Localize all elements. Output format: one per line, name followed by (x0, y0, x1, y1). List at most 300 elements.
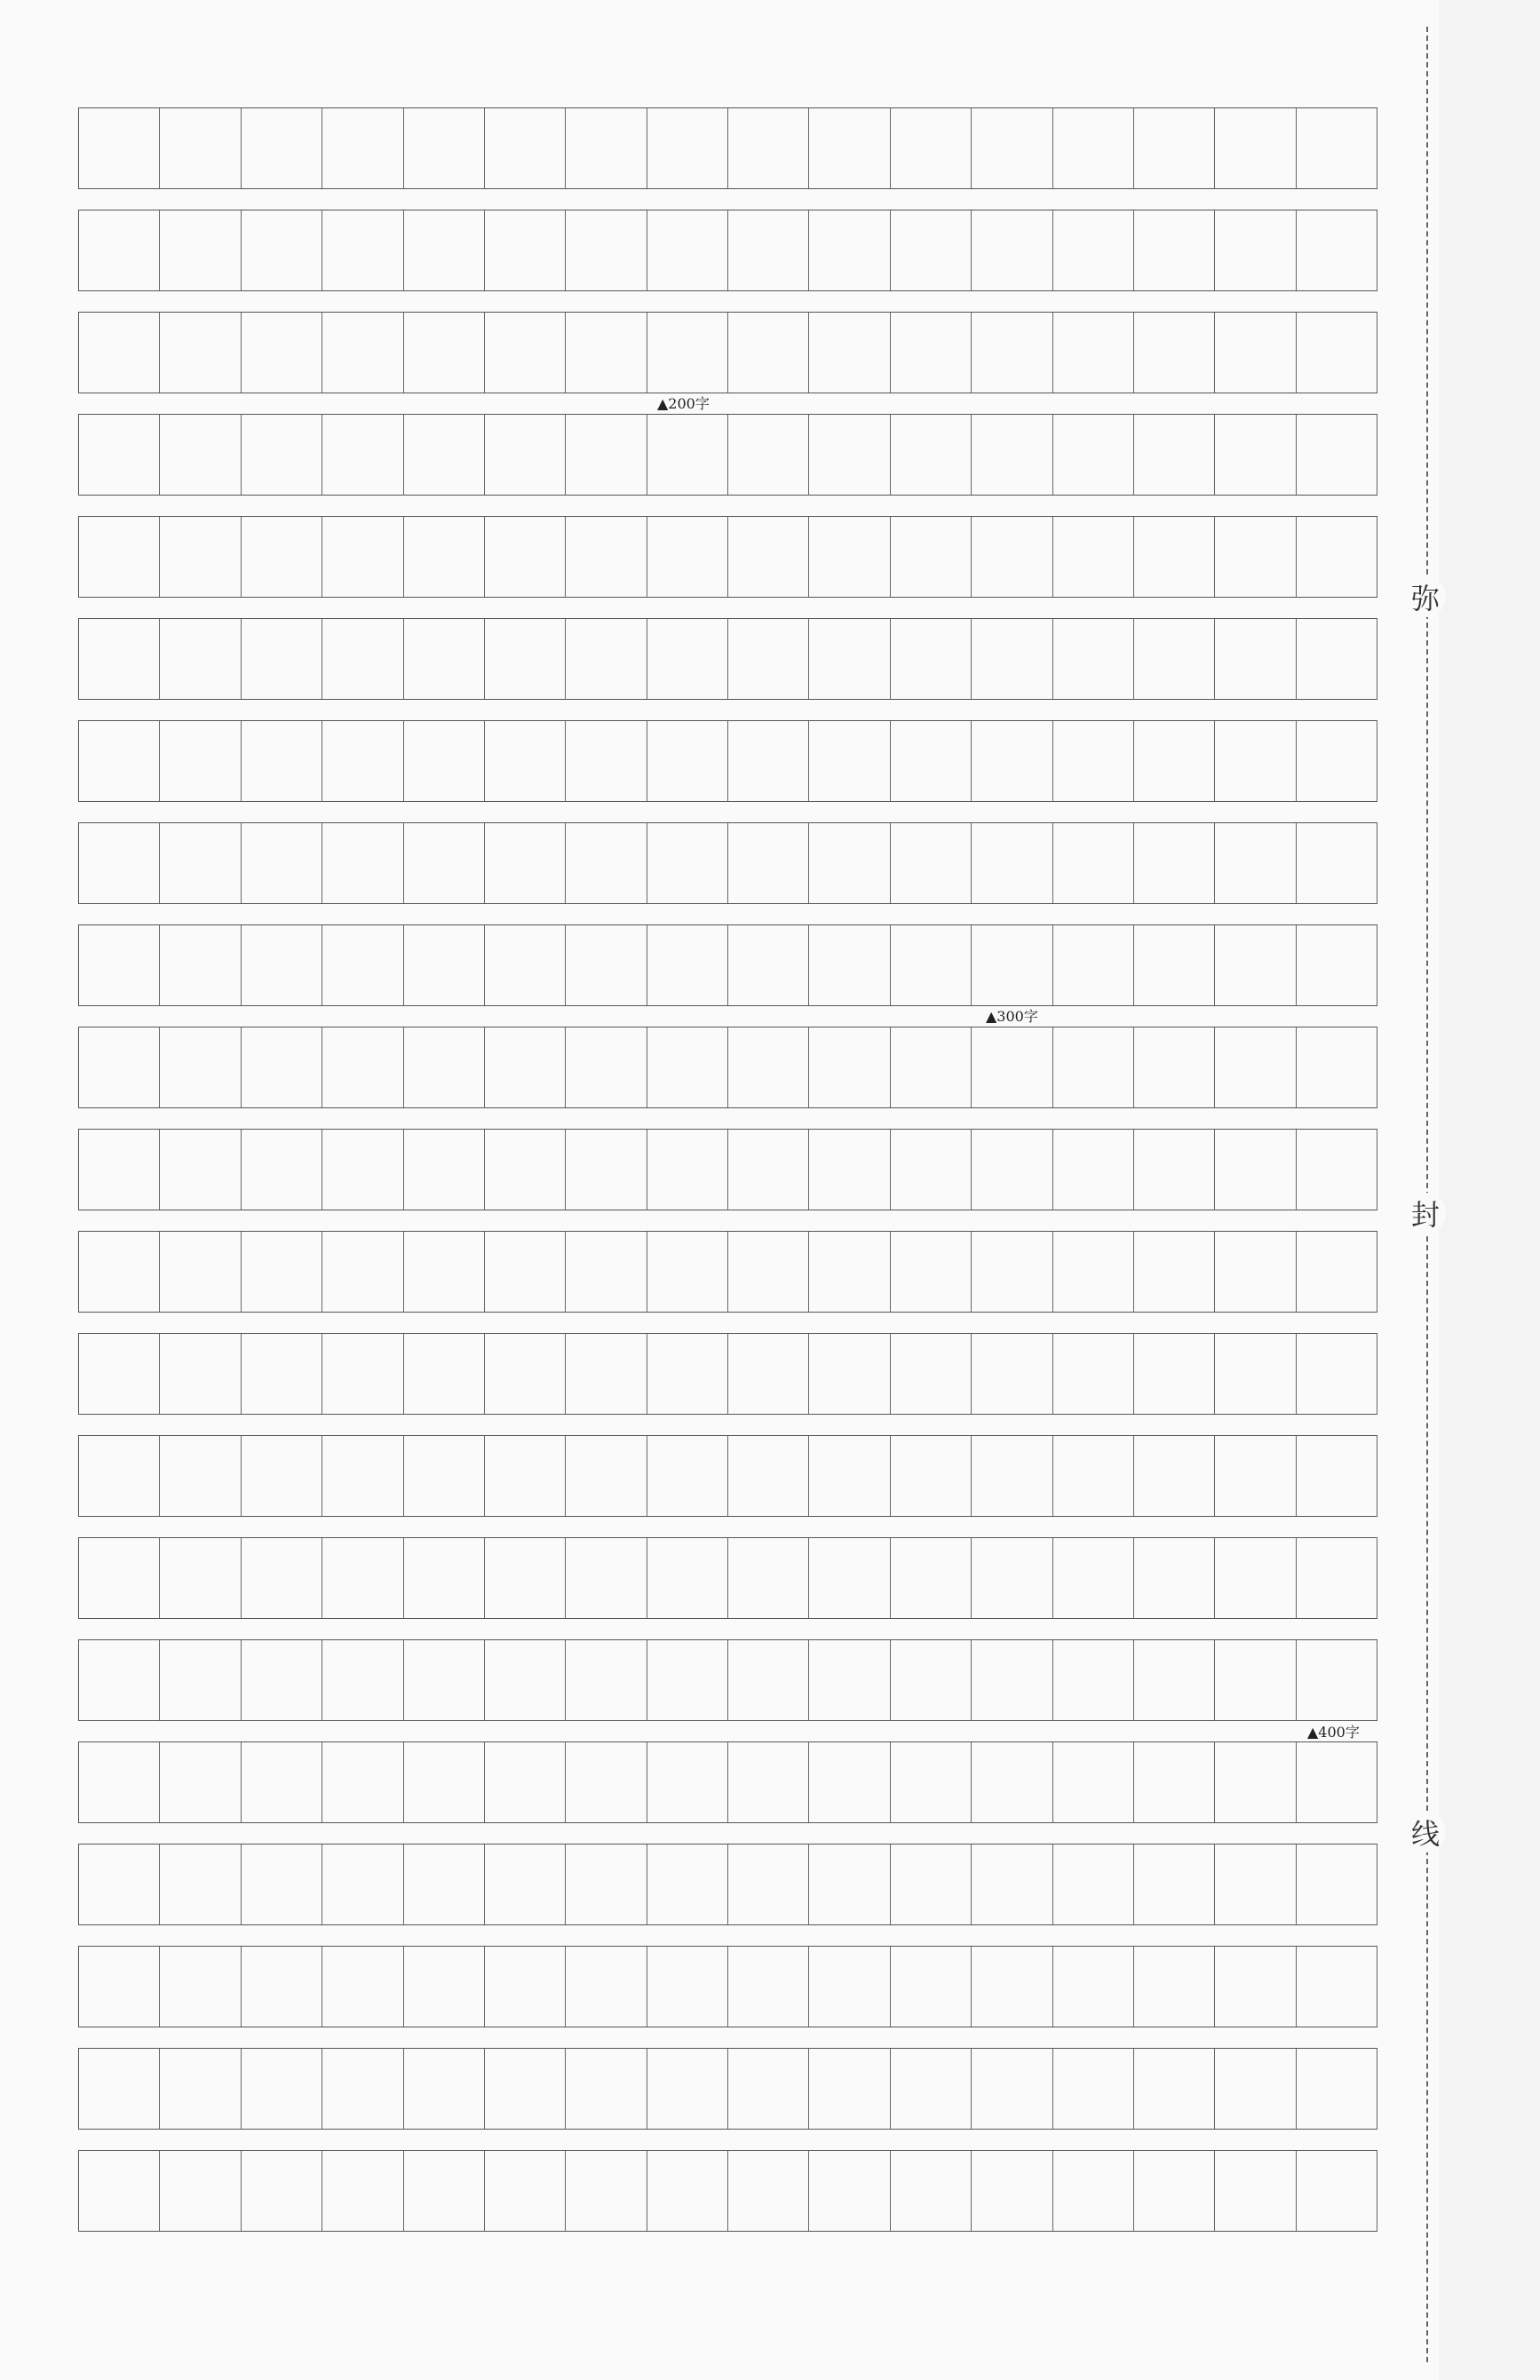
writing-cell[interactable] (566, 1436, 647, 1516)
writing-cell[interactable] (972, 1436, 1052, 1516)
writing-cell[interactable] (322, 108, 403, 188)
writing-cell[interactable] (891, 210, 972, 290)
writing-cell[interactable] (1134, 1130, 1215, 1210)
writing-cell[interactable] (1215, 2151, 1296, 2231)
writing-cell[interactable] (647, 1027, 728, 1107)
writing-cell[interactable] (404, 1742, 485, 1822)
writing-cell[interactable] (566, 2049, 647, 2129)
writing-cell[interactable] (728, 2049, 809, 2129)
writing-cell[interactable] (404, 1538, 485, 1618)
writing-cell[interactable] (242, 1436, 322, 1516)
writing-cell[interactable] (566, 1232, 647, 1312)
writing-cell[interactable] (485, 1334, 566, 1414)
writing-cell[interactable] (972, 1844, 1052, 1924)
writing-cell[interactable] (566, 313, 647, 393)
writing-cell[interactable] (728, 415, 809, 495)
writing-cell[interactable] (1297, 823, 1377, 903)
writing-cell[interactable] (891, 1436, 972, 1516)
writing-cell[interactable] (242, 1947, 322, 2027)
writing-cell[interactable] (728, 925, 809, 1005)
writing-cell[interactable] (809, 925, 890, 1005)
writing-cell[interactable] (404, 1334, 485, 1414)
writing-cell[interactable] (1215, 108, 1296, 188)
writing-cell[interactable] (79, 925, 160, 1005)
writing-cell[interactable] (1134, 1947, 1215, 2027)
writing-cell[interactable] (1215, 1538, 1296, 1618)
writing-cell[interactable] (485, 823, 566, 903)
writing-cell[interactable] (485, 1538, 566, 1618)
writing-cell[interactable] (1134, 210, 1215, 290)
writing-cell[interactable] (79, 1640, 160, 1720)
writing-cell[interactable] (322, 1130, 403, 1210)
writing-cell[interactable] (485, 1640, 566, 1720)
writing-cell[interactable] (566, 1640, 647, 1720)
writing-cell[interactable] (322, 210, 403, 290)
writing-cell[interactable] (322, 313, 403, 393)
writing-cell[interactable] (160, 721, 241, 801)
writing-cell[interactable] (1297, 1844, 1377, 1924)
writing-cell[interactable] (809, 313, 890, 393)
writing-cell[interactable] (647, 1232, 728, 1312)
writing-cell[interactable] (647, 925, 728, 1005)
writing-cell[interactable] (1053, 721, 1134, 801)
writing-cell[interactable] (1297, 108, 1377, 188)
writing-cell[interactable] (485, 1027, 566, 1107)
writing-cell[interactable] (404, 1436, 485, 1516)
writing-cell[interactable] (1297, 2151, 1377, 2231)
writing-cell[interactable] (1053, 925, 1134, 1005)
writing-cell[interactable] (1215, 1027, 1296, 1107)
writing-cell[interactable] (647, 210, 728, 290)
writing-cell[interactable] (891, 1027, 972, 1107)
writing-cell[interactable] (322, 1232, 403, 1312)
writing-cell[interactable] (1134, 1742, 1215, 1822)
writing-cell[interactable] (728, 1538, 809, 1618)
writing-cell[interactable] (647, 1334, 728, 1414)
writing-cell[interactable] (1053, 1334, 1134, 1414)
writing-cell[interactable] (242, 415, 322, 495)
writing-cell[interactable] (1134, 1334, 1215, 1414)
writing-cell[interactable] (566, 1947, 647, 2027)
writing-cell[interactable] (160, 1130, 241, 1210)
writing-cell[interactable] (485, 2151, 566, 2231)
writing-cell[interactable] (160, 2151, 241, 2231)
writing-cell[interactable] (566, 1538, 647, 1618)
writing-cell[interactable] (79, 2151, 160, 2231)
writing-cell[interactable] (1053, 1640, 1134, 1720)
writing-cell[interactable] (728, 1334, 809, 1414)
writing-cell[interactable] (79, 415, 160, 495)
writing-cell[interactable] (1134, 108, 1215, 188)
writing-cell[interactable] (891, 619, 972, 699)
writing-cell[interactable] (242, 925, 322, 1005)
writing-cell[interactable] (728, 1130, 809, 1210)
writing-cell[interactable] (1134, 1640, 1215, 1720)
writing-cell[interactable] (891, 1742, 972, 1822)
writing-cell[interactable] (728, 1232, 809, 1312)
writing-cell[interactable] (79, 1027, 160, 1107)
writing-cell[interactable] (647, 1130, 728, 1210)
writing-cell[interactable] (891, 1538, 972, 1618)
writing-cell[interactable] (566, 1130, 647, 1210)
writing-cell[interactable] (566, 619, 647, 699)
writing-cell[interactable] (485, 619, 566, 699)
writing-cell[interactable] (242, 721, 322, 801)
writing-cell[interactable] (1297, 1742, 1377, 1822)
writing-cell[interactable] (1297, 2049, 1377, 2129)
writing-cell[interactable] (647, 2049, 728, 2129)
writing-cell[interactable] (728, 1640, 809, 1720)
writing-cell[interactable] (1215, 619, 1296, 699)
writing-cell[interactable] (485, 1844, 566, 1924)
writing-cell[interactable] (972, 1538, 1052, 1618)
writing-cell[interactable] (1134, 1027, 1215, 1107)
writing-cell[interactable] (972, 925, 1052, 1005)
writing-cell[interactable] (485, 1232, 566, 1312)
writing-cell[interactable] (242, 1027, 322, 1107)
writing-cell[interactable] (566, 823, 647, 903)
writing-cell[interactable] (242, 1844, 322, 1924)
writing-cell[interactable] (809, 619, 890, 699)
writing-cell[interactable] (404, 721, 485, 801)
writing-cell[interactable] (160, 1538, 241, 1618)
writing-cell[interactable] (647, 1844, 728, 1924)
writing-cell[interactable] (242, 1232, 322, 1312)
writing-cell[interactable] (1134, 2151, 1215, 2231)
writing-cell[interactable] (79, 1844, 160, 1924)
writing-cell[interactable] (1134, 415, 1215, 495)
writing-cell[interactable] (404, 823, 485, 903)
writing-cell[interactable] (1297, 1436, 1377, 1516)
writing-cell[interactable] (566, 2151, 647, 2231)
writing-cell[interactable] (160, 210, 241, 290)
writing-cell[interactable] (485, 1130, 566, 1210)
writing-cell[interactable] (809, 2151, 890, 2231)
writing-cell[interactable] (322, 517, 403, 597)
writing-cell[interactable] (891, 1334, 972, 1414)
writing-cell[interactable] (566, 517, 647, 597)
writing-cell[interactable] (404, 1640, 485, 1720)
writing-cell[interactable] (809, 1538, 890, 1618)
writing-cell[interactable] (809, 2049, 890, 2129)
writing-cell[interactable] (160, 517, 241, 597)
writing-cell[interactable] (1053, 415, 1134, 495)
writing-cell[interactable] (1297, 313, 1377, 393)
writing-cell[interactable] (1053, 313, 1134, 393)
writing-cell[interactable] (647, 721, 728, 801)
writing-cell[interactable] (891, 517, 972, 597)
writing-cell[interactable] (972, 1742, 1052, 1822)
writing-cell[interactable] (566, 1334, 647, 1414)
writing-cell[interactable] (322, 925, 403, 1005)
writing-cell[interactable] (1134, 721, 1215, 801)
writing-cell[interactable] (972, 1232, 1052, 1312)
writing-cell[interactable] (1215, 1334, 1296, 1414)
writing-cell[interactable] (647, 313, 728, 393)
writing-cell[interactable] (404, 1844, 485, 1924)
writing-cell[interactable] (972, 2151, 1052, 2231)
writing-cell[interactable] (322, 2049, 403, 2129)
writing-cell[interactable] (79, 1232, 160, 1312)
writing-cell[interactable] (1134, 1436, 1215, 1516)
writing-cell[interactable] (1053, 1130, 1134, 1210)
writing-cell[interactable] (79, 210, 160, 290)
writing-cell[interactable] (322, 823, 403, 903)
writing-cell[interactable] (566, 1742, 647, 1822)
writing-cell[interactable] (809, 1640, 890, 1720)
writing-cell[interactable] (972, 415, 1052, 495)
writing-cell[interactable] (322, 1640, 403, 1720)
writing-cell[interactable] (647, 1742, 728, 1822)
writing-cell[interactable] (1134, 1844, 1215, 1924)
writing-cell[interactable] (647, 415, 728, 495)
writing-cell[interactable] (891, 1947, 972, 2027)
writing-cell[interactable] (160, 823, 241, 903)
writing-cell[interactable] (1134, 1232, 1215, 1312)
writing-cell[interactable] (1297, 517, 1377, 597)
writing-cell[interactable] (809, 108, 890, 188)
writing-cell[interactable] (728, 108, 809, 188)
writing-cell[interactable] (891, 313, 972, 393)
writing-cell[interactable] (79, 1334, 160, 1414)
writing-cell[interactable] (647, 1538, 728, 1618)
writing-cell[interactable] (79, 1947, 160, 2027)
writing-cell[interactable] (485, 517, 566, 597)
writing-cell[interactable] (891, 2049, 972, 2129)
writing-cell[interactable] (809, 1334, 890, 1414)
writing-cell[interactable] (79, 1538, 160, 1618)
writing-cell[interactable] (891, 925, 972, 1005)
writing-cell[interactable] (647, 2151, 728, 2231)
writing-cell[interactable] (1053, 1232, 1134, 1312)
writing-cell[interactable] (566, 925, 647, 1005)
writing-cell[interactable] (1215, 823, 1296, 903)
writing-cell[interactable] (809, 210, 890, 290)
writing-cell[interactable] (1053, 1436, 1134, 1516)
writing-cell[interactable] (1215, 1947, 1296, 2027)
writing-cell[interactable] (242, 517, 322, 597)
writing-cell[interactable] (566, 415, 647, 495)
writing-cell[interactable] (1215, 1640, 1296, 1720)
writing-cell[interactable] (404, 517, 485, 597)
writing-cell[interactable] (160, 313, 241, 393)
writing-cell[interactable] (1297, 1640, 1377, 1720)
writing-cell[interactable] (728, 210, 809, 290)
writing-cell[interactable] (485, 108, 566, 188)
writing-cell[interactable] (322, 1436, 403, 1516)
writing-cell[interactable] (160, 1436, 241, 1516)
writing-cell[interactable] (728, 721, 809, 801)
writing-cell[interactable] (1215, 1844, 1296, 1924)
writing-cell[interactable] (728, 823, 809, 903)
writing-cell[interactable] (1215, 517, 1296, 597)
writing-cell[interactable] (1053, 2151, 1134, 2231)
writing-cell[interactable] (242, 1334, 322, 1414)
writing-cell[interactable] (809, 415, 890, 495)
writing-cell[interactable] (972, 517, 1052, 597)
writing-cell[interactable] (1134, 313, 1215, 393)
writing-cell[interactable] (1297, 721, 1377, 801)
writing-cell[interactable] (485, 721, 566, 801)
writing-cell[interactable] (485, 313, 566, 393)
writing-cell[interactable] (242, 210, 322, 290)
writing-cell[interactable] (404, 210, 485, 290)
writing-cell[interactable] (404, 925, 485, 1005)
writing-cell[interactable] (1053, 1844, 1134, 1924)
writing-cell[interactable] (728, 313, 809, 393)
writing-cell[interactable] (1053, 619, 1134, 699)
writing-cell[interactable] (809, 517, 890, 597)
writing-cell[interactable] (160, 2049, 241, 2129)
writing-cell[interactable] (1053, 108, 1134, 188)
writing-cell[interactable] (809, 1947, 890, 2027)
writing-cell[interactable] (404, 415, 485, 495)
writing-cell[interactable] (242, 2049, 322, 2129)
writing-cell[interactable] (972, 1130, 1052, 1210)
writing-cell[interactable] (1134, 517, 1215, 597)
writing-cell[interactable] (647, 108, 728, 188)
writing-cell[interactable] (566, 1844, 647, 1924)
writing-cell[interactable] (79, 108, 160, 188)
writing-cell[interactable] (972, 823, 1052, 903)
writing-cell[interactable] (728, 619, 809, 699)
writing-cell[interactable] (160, 1334, 241, 1414)
writing-cell[interactable] (891, 1130, 972, 1210)
writing-cell[interactable] (1053, 517, 1134, 597)
writing-cell[interactable] (1297, 1130, 1377, 1210)
writing-cell[interactable] (647, 823, 728, 903)
writing-cell[interactable] (1053, 2049, 1134, 2129)
writing-cell[interactable] (322, 1844, 403, 1924)
writing-cell[interactable] (566, 210, 647, 290)
writing-cell[interactable] (891, 721, 972, 801)
writing-cell[interactable] (728, 517, 809, 597)
writing-cell[interactable] (404, 2049, 485, 2129)
writing-cell[interactable] (1215, 925, 1296, 1005)
writing-cell[interactable] (485, 2049, 566, 2129)
writing-cell[interactable] (1297, 210, 1377, 290)
writing-cell[interactable] (404, 1130, 485, 1210)
writing-cell[interactable] (891, 823, 972, 903)
writing-cell[interactable] (242, 823, 322, 903)
writing-cell[interactable] (728, 1436, 809, 1516)
writing-cell[interactable] (160, 1027, 241, 1107)
writing-cell[interactable] (728, 1947, 809, 2027)
writing-cell[interactable] (404, 2151, 485, 2231)
writing-cell[interactable] (1053, 823, 1134, 903)
writing-cell[interactable] (1134, 823, 1215, 903)
writing-cell[interactable] (79, 1436, 160, 1516)
writing-cell[interactable] (1134, 925, 1215, 1005)
writing-cell[interactable] (647, 1947, 728, 2027)
writing-cell[interactable] (647, 1640, 728, 1720)
writing-cell[interactable] (242, 1538, 322, 1618)
writing-cell[interactable] (322, 415, 403, 495)
writing-cell[interactable] (1215, 210, 1296, 290)
writing-cell[interactable] (1053, 1538, 1134, 1618)
writing-cell[interactable] (891, 2151, 972, 2231)
writing-cell[interactable] (160, 1640, 241, 1720)
writing-cell[interactable] (160, 1947, 241, 2027)
writing-cell[interactable] (242, 2151, 322, 2231)
writing-cell[interactable] (809, 1742, 890, 1822)
writing-cell[interactable] (160, 1844, 241, 1924)
writing-cell[interactable] (485, 925, 566, 1005)
writing-cell[interactable] (809, 1027, 890, 1107)
writing-cell[interactable] (1215, 1130, 1296, 1210)
writing-cell[interactable] (972, 721, 1052, 801)
writing-cell[interactable] (1215, 313, 1296, 393)
writing-cell[interactable] (404, 1947, 485, 2027)
writing-cell[interactable] (485, 1436, 566, 1516)
writing-cell[interactable] (160, 415, 241, 495)
writing-cell[interactable] (322, 619, 403, 699)
writing-cell[interactable] (485, 1947, 566, 2027)
writing-cell[interactable] (972, 313, 1052, 393)
writing-cell[interactable] (322, 1947, 403, 2027)
writing-cell[interactable] (809, 1232, 890, 1312)
writing-cell[interactable] (1053, 1947, 1134, 2027)
writing-cell[interactable] (322, 1334, 403, 1414)
writing-cell[interactable] (1215, 415, 1296, 495)
writing-cell[interactable] (566, 1027, 647, 1107)
writing-cell[interactable] (1134, 619, 1215, 699)
writing-cell[interactable] (566, 721, 647, 801)
writing-cell[interactable] (322, 1742, 403, 1822)
writing-cell[interactable] (160, 108, 241, 188)
writing-cell[interactable] (1215, 1232, 1296, 1312)
writing-cell[interactable] (972, 1640, 1052, 1720)
writing-cell[interactable] (160, 925, 241, 1005)
writing-cell[interactable] (79, 1742, 160, 1822)
writing-cell[interactable] (242, 619, 322, 699)
writing-cell[interactable] (404, 108, 485, 188)
writing-cell[interactable] (972, 108, 1052, 188)
writing-cell[interactable] (242, 313, 322, 393)
writing-cell[interactable] (1297, 1538, 1377, 1618)
writing-cell[interactable] (1297, 1334, 1377, 1414)
writing-cell[interactable] (647, 1436, 728, 1516)
writing-cell[interactable] (891, 1232, 972, 1312)
writing-cell[interactable] (160, 1232, 241, 1312)
writing-cell[interactable] (485, 210, 566, 290)
writing-cell[interactable] (1053, 1742, 1134, 1822)
writing-cell[interactable] (79, 2049, 160, 2129)
writing-cell[interactable] (79, 721, 160, 801)
writing-cell[interactable] (404, 619, 485, 699)
writing-cell[interactable] (485, 1742, 566, 1822)
writing-cell[interactable] (404, 313, 485, 393)
writing-cell[interactable] (79, 517, 160, 597)
writing-cell[interactable] (79, 823, 160, 903)
writing-cell[interactable] (1215, 2049, 1296, 2129)
writing-cell[interactable] (891, 1640, 972, 1720)
writing-cell[interactable] (242, 1742, 322, 1822)
writing-cell[interactable] (1215, 1436, 1296, 1516)
writing-cell[interactable] (322, 721, 403, 801)
writing-cell[interactable] (160, 619, 241, 699)
writing-cell[interactable] (1053, 1027, 1134, 1107)
writing-cell[interactable] (891, 1844, 972, 1924)
writing-cell[interactable] (1297, 1947, 1377, 2027)
writing-cell[interactable] (79, 313, 160, 393)
writing-cell[interactable] (972, 210, 1052, 290)
writing-cell[interactable] (79, 619, 160, 699)
writing-cell[interactable] (160, 1742, 241, 1822)
writing-cell[interactable] (79, 1130, 160, 1210)
writing-cell[interactable] (728, 1742, 809, 1822)
writing-cell[interactable] (1215, 721, 1296, 801)
